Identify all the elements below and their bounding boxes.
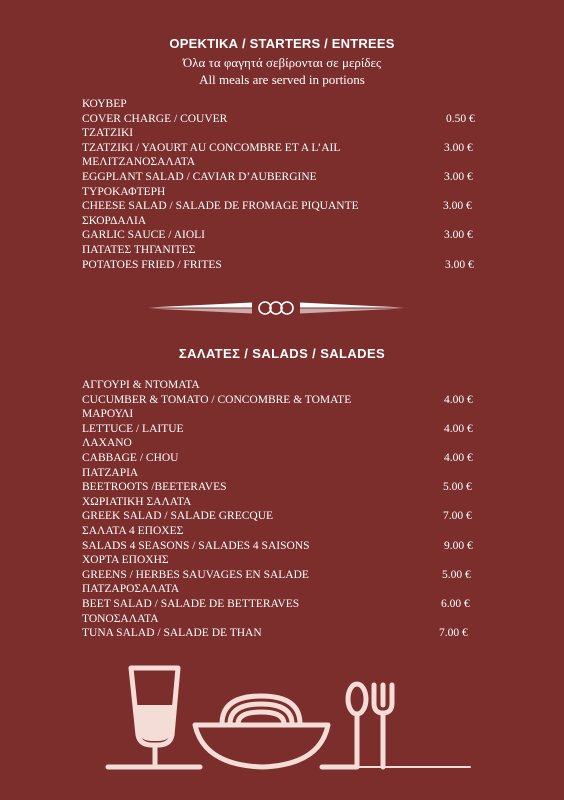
menu-item-greek-name: ΤΖΑΤΖΙΚΙ	[82, 127, 134, 140]
tableware-illustration	[0, 655, 564, 800]
menu-item-name: TUNA SALAD / SALADE DE THAN	[82, 627, 262, 640]
menu-item-greek-name: ΛΑΧΑΝΟ	[82, 437, 132, 450]
menu-item-row	[82, 597, 482, 612]
menu-item-row	[82, 568, 482, 583]
menu-item-row	[82, 393, 482, 408]
menu-item-greek-name: ΧΟΡΤΑ ΕΠΟΧΗΣ	[82, 554, 169, 567]
menu-item-price: 3.00 €	[444, 141, 473, 154]
menu-item-name: GREENS / HERBES SAUVAGES EN SALADE	[82, 568, 309, 581]
menu-item-name: EGGPLANT SALAD / CAVIAR D’AUBERGINE	[82, 170, 317, 183]
menu-item-price: 7.00 €	[439, 627, 468, 640]
menu-item-price: 5.00 €	[443, 481, 472, 494]
menu-item-row	[82, 539, 482, 554]
menu-item-row	[82, 170, 482, 185]
portions-note-greek: Όλα τα φαγητά σεβίρονται σε μερίδες	[182, 55, 382, 70]
menu-item-price: 7.00 €	[443, 510, 472, 523]
menu-item-price: 3.00 €	[444, 229, 473, 242]
menu-item-row	[82, 112, 482, 127]
menu-item-row	[82, 228, 482, 243]
salads-list	[82, 378, 482, 641]
menu-item-greek-name: ΧΩΡΙΑΤΙΚΗ ΣΑΛΑΤΑ	[82, 495, 192, 508]
menu-item-row	[82, 626, 482, 641]
menu-item-price: 3.00 €	[445, 258, 474, 271]
menu-item-greek-name: ΤΥΡΟΚΑΦΤΕΡΗ	[82, 185, 166, 198]
menu-item-greek-name: ΠΑΤΖΑΡΙΑ	[82, 466, 139, 479]
menu-item-row	[82, 141, 482, 156]
starters-heading: ΟΡΕΚΤΙΚΑ / STARTERS / ENTREES	[169, 36, 395, 51]
menu-item-name: CUCUMBER & TOMATO / CONCOMBRE & TOMATE	[82, 393, 352, 406]
menu-item-price: 3.00 €	[444, 170, 473, 183]
menu-item-greek-name: ΚΟΥΒΕΡ	[82, 98, 127, 110]
menu-item-row	[82, 480, 482, 495]
menu-item-price: 4.00 €	[444, 422, 473, 435]
menu-item-name: CHEESE SALAD / SALADE DE FROMAGE PIQUANTE	[82, 200, 359, 213]
salads-heading: ΣΑΛΑΤΕΣ / SALADS / SALADES	[178, 346, 386, 361]
bowl-icon	[195, 725, 328, 767]
spoon-icon	[348, 684, 366, 714]
menu-item-row	[82, 199, 482, 214]
menu-item-name: GARLIC SAUCE / AIOLI	[82, 229, 205, 242]
menu-item-greek-name: ΣΚΟΡΔΑΛΙΑ	[82, 214, 147, 227]
menu-item-name: COVER CHARGE / COUVER	[82, 112, 228, 125]
menu-item-name: BEET SALAD / SALADE DE BETTERAVES	[82, 597, 300, 610]
starters-list	[82, 97, 482, 272]
menu-item-greek-name: ΠΑΤΖΑΡΟΣΑΛΑΤΑ	[82, 583, 180, 596]
menu-item-price: 6.00 €	[441, 597, 470, 610]
menu-item-row	[82, 422, 482, 437]
menu-item-greek-name: ΤΟΝΟΣΑΛΑΤΑ	[82, 612, 159, 625]
menu-item-price: 9.00 €	[444, 539, 473, 552]
menu-item-price: 4.00 €	[444, 393, 473, 406]
menu-item-row	[82, 258, 482, 273]
menu-item-row	[82, 509, 482, 524]
ornament-divider	[148, 298, 404, 318]
menu-item-name: GREEK SALAD / SALADE GRECQUE	[82, 510, 274, 523]
menu-item-name: BEETROOTS /BEETERAVES	[82, 481, 227, 494]
menu-item-greek-name: ΠΑΤΑΤΕΣ ΤΗΓΑΝΙΤΕΣ	[82, 243, 196, 256]
menu-item-price: 4.00 €	[444, 451, 473, 464]
menu-item-name: POTATOES FRIED / FRITES	[82, 258, 222, 271]
menu-item-name: LETTUCE / LAITUE	[82, 422, 184, 435]
menu-item-name: TZATZIKI / YAOURT AU CONCOMBRE ET A L’AIL	[82, 141, 341, 154]
menu-item-greek-name: ΑΓΓΟΥΡΙ & ΝΤΟΜΑΤΑ	[82, 379, 200, 391]
menu-item-row	[82, 451, 482, 466]
menu-item-price: 5.00 €	[442, 568, 471, 581]
menu-item-name: CABBAGE / CHOU	[82, 451, 179, 464]
menu-item-greek-name: ΜΑΡΟΥΛΙ	[82, 408, 134, 421]
menu-item-name: SALADS 4 SEASONS / SALADES 4 SAISONS	[82, 539, 310, 552]
menu-item-price: 3.00 €	[443, 200, 472, 213]
menu-item-price: 0.50 €	[446, 112, 475, 125]
menu-item-greek-name: ΣΑΛΑΤΑ 4 ΕΠΟΧΕΣ	[82, 524, 184, 537]
portions-note-english: All meals are served in portions	[199, 72, 365, 87]
menu-item-greek-name: ΜΕΛΙΤΖΑΝΟΣΑΛΑΤΑ	[82, 156, 196, 169]
